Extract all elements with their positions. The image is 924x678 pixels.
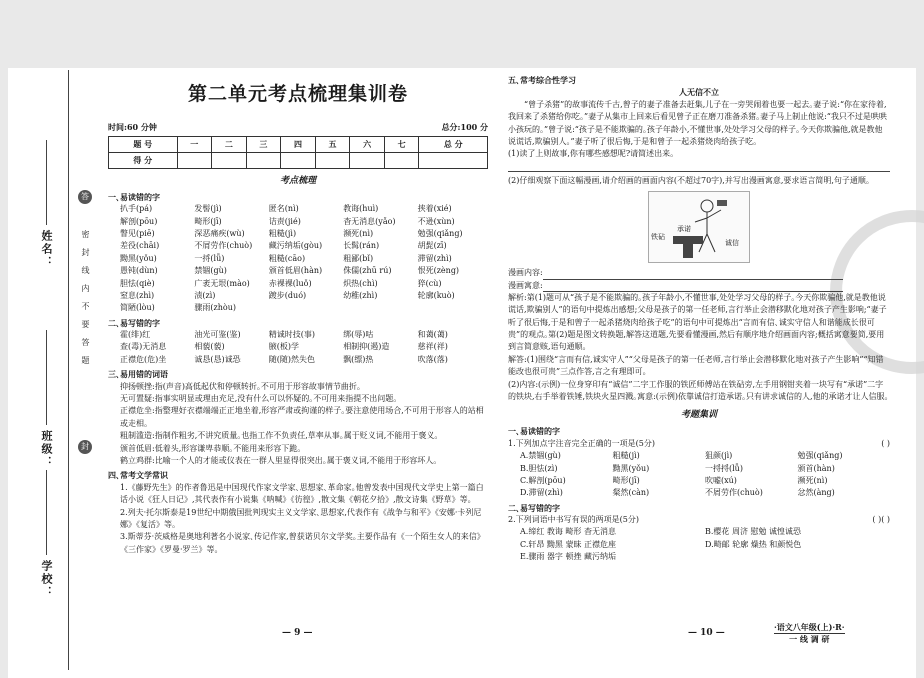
read-item: 赤裸裸(luǒ) — [268, 278, 312, 288]
section-heading-practice: 考题集训 — [680, 410, 717, 421]
blacksmith-illustration — [649, 192, 749, 262]
read-item: 瞥见(piē) — [120, 228, 155, 238]
score-table — [108, 136, 488, 169]
words-list — [108, 381, 488, 468]
q2-option — [705, 551, 890, 563]
read-item: 颁首低眉(hàn) — [268, 266, 323, 276]
heading-literature: 四､常考文学常识 — [108, 470, 168, 481]
section-heading: 考点梳理 — [279, 175, 316, 186]
word-item: 粗制滥造:指制作粗劣,不讲究质量｡也指工作不负责任,草率从事｡属于贬义词,不能用于褒义｡ — [120, 431, 439, 441]
q2-option: C.轩昂 黝黑 蒙昧 正襟危座 — [520, 539, 617, 549]
read-item: 深恶痛疾(wù) — [194, 228, 245, 238]
q2-option: B.樱花 周济 慰勉 诚惶诚恐 — [705, 527, 802, 537]
write-item: 绑(辱)咕 — [343, 330, 374, 340]
q1-option: 勉强(qiǎng) — [797, 451, 843, 461]
q1-option: 粗糙(jì) — [612, 451, 640, 461]
score-header-cell: 总 分 — [419, 136, 488, 152]
answer-text-2: (2)内容:(示例)一位身穿印有“诚信”二字工作服的铁匠师傅站在铁砧旁,左手用钢钳夹着一块写有“承诺”二字的铁块,右手举着铁锤,铁块火星四溅｡寓意:(示例)依靠诚信打造承诺｡只有讲求诚信的人,他的承诺才让人信服｡ — [508, 379, 889, 402]
comic-meaning-input[interactable] — [543, 282, 843, 292]
literature-item: 1.《藤野先生》的作者鲁迅是中国现代作家文学家､思想家､革命家｡他曾发表中国现代文学史上第一篇白话小说《狂人日记》,其代表作有小说集《呐喊》《彷徨》,散文集《朝花夕拾》,散文诗集《野草》等｡ — [120, 482, 484, 505]
score-cell[interactable] — [281, 152, 316, 168]
q1-option: D.滞留(zhì) — [520, 488, 563, 498]
read-item: 一捋(lǚ) — [194, 253, 225, 263]
q1-option: 濒死(nì) — [797, 475, 828, 485]
q2-option: A.缔红 教诲 畸形 杳无消息 — [520, 527, 616, 537]
page-number-right: — 10 — — [688, 628, 725, 638]
q1-option: 狙颜(jì) — [705, 451, 733, 461]
read-item: 扒手(pá) — [120, 204, 153, 214]
q1-option: A.禁锢(gù) — [520, 451, 561, 461]
write-item: 飘(缥)热 — [343, 354, 374, 364]
footer-brand — [774, 622, 845, 645]
read-item: 恨死(zèng) — [417, 266, 460, 276]
write-item: 查(毒)无消息 — [120, 342, 167, 352]
question-2: (2)仔细观察下面这幅漫画,请介绍画的画面内容(不超过70字),并写出漫画寓意,要求语言简明,句子通顺｡ — [508, 175, 870, 185]
word-item: 抑扬顿挫:指(声音)高低起伏和停顿转折｡不可用于形容故事情节曲折｡ — [120, 381, 361, 391]
write-item: 和蔼(蔼) — [417, 330, 448, 340]
comic-content-input[interactable] — [543, 270, 843, 280]
q1-option: 黝黑(yǒu) — [612, 463, 650, 473]
read-item: 轮廓(kuò) — [417, 290, 455, 300]
practice-q1-answer[interactable]: ( ) — [881, 438, 890, 448]
score-cell[interactable] — [177, 152, 212, 168]
literature-list — [108, 482, 488, 556]
q1-option: 粲然(càn) — [612, 488, 650, 498]
comic-content-label: 漫画内容: — [508, 268, 543, 278]
write-item: 随(随)然失色 — [268, 354, 316, 364]
read-item: 差役(chāi) — [120, 241, 160, 251]
score-cell[interactable] — [212, 152, 247, 168]
school-label: 学校： — [40, 560, 53, 599]
read-item: 渍(zì) — [194, 290, 216, 300]
score-cell[interactable] — [246, 152, 281, 168]
exam-meta — [108, 121, 488, 133]
read-item: 骤雨(zhòu) — [194, 303, 236, 313]
practice-q1: 1.下列加点字注音完全正确的一项是(5分) — [508, 438, 655, 448]
read-item: 不逊(xùn) — [417, 216, 455, 226]
seal-mark-bottom: 封 — [78, 440, 92, 454]
read-item: 濒死(nì) — [343, 228, 374, 238]
right-page — [508, 72, 890, 564]
read-list — [108, 203, 488, 315]
literature-item: 3.斯蒂芬·茨威格是奥地利著名小说家､传记作家,曾获诺贝尔文学奖｡主要作品有《一个陌生女人的来信》《三作家》《罗曼·罗兰》等｡ — [120, 532, 485, 554]
answer-text: 解答:(1)围绕“言而有信,诚实守人”“父母是孩子的第一任老师,言行举止会潜移默化地对孩子产生影响”“知错能改也很可贵”三点作答,言之有理即可｡ — [508, 354, 884, 377]
read-item: 侏儒(zhū rú) — [343, 266, 392, 276]
practice-q2-answer[interactable]: ( )( ) — [872, 515, 890, 525]
read-item: 勉强(qiǎng) — [417, 228, 463, 238]
q2-option: E.骤雨 器字 顿挫 藏污纳垢 — [520, 552, 617, 562]
question-1: (1)读了上则故事,你有哪些感想呢?请简述出来｡ — [508, 149, 675, 159]
score-cell[interactable] — [315, 152, 350, 168]
write-item: 霍(绯)红 — [120, 330, 151, 340]
score-cell[interactable] — [350, 152, 385, 168]
story-title: 人无信不立 — [679, 87, 719, 98]
q1-option: 畸形(jī) — [612, 475, 640, 485]
heading-write: 二､易写错的字 — [108, 317, 160, 328]
read-item: 黝黑(yǒu) — [120, 253, 157, 263]
word-item: 鹤立鸡群:比喻一个人的才能或仪表在一群人里显得很突出｡属于褒义词,不能用于形容坏人｡ — [120, 455, 438, 465]
heading-practice-write: 二､易写错的字 — [508, 502, 560, 513]
read-item: 教诲(huì) — [343, 204, 379, 214]
literature-item: 2.列夫·托尔斯泰是19世纪中期俄国批判现实主义文学家､思想家,代表作有《战争与和平》《安娜·卡列尼娜》《复活》等｡ — [120, 507, 482, 529]
read-item: 幼稚(zhì) — [343, 290, 378, 300]
read-item: 广袤无垠(mào) — [194, 278, 250, 288]
story-text: “曾子杀猪”的故事流传千古,曾子的妻子准备去赶集,儿子在一旁哭闹着也要一起去｡妻子说:“你在家待着,我回来了杀猪给你吃｡”妻子从集市上回来后看见曾子正在磨刀准备杀猪｡妻子马上制止他说:“我只不过是哄哄小孩玩的｡”曾子说:“孩子是不能欺骗的｡孩子年龄小,不懂世事,处处学习父母的样子｡今天你欺骗他,就是教他说谎话,欺骗别人｡”妻子听了很后悔,于是和曾子一起杀猪烧肉给孩子吃｡ — [508, 99, 887, 146]
read-item: 禁锢(gù) — [194, 266, 227, 276]
seal-mark-top: 答 — [78, 190, 92, 204]
write-list — [108, 329, 488, 366]
score-cell: 得 分 — [109, 152, 178, 168]
heading-comprehensive: 五､常考综合性学习 — [508, 75, 576, 85]
heading-words: 三､易用错的词语 — [108, 369, 168, 380]
score-header-cell: 五 — [315, 136, 350, 152]
read-item: 粗鄙(bǐ) — [343, 253, 374, 263]
read-item: 粗糙(jì) — [268, 228, 297, 238]
read-item: 不屑劳作(chuò) — [194, 241, 253, 251]
read-item: 解剖(pōu) — [120, 216, 158, 226]
q2-options — [508, 526, 890, 563]
score-header-cell: 三 — [246, 136, 281, 152]
write-item: 诚恳(恳)诚恐 — [194, 354, 241, 364]
read-item: 粗糙(cāo) — [268, 253, 306, 263]
read-item: 胆怯(qiè) — [120, 278, 155, 288]
write-item: 相制抑(遏)造 — [343, 342, 390, 352]
q1-option: B.胆怯(zì) — [520, 463, 558, 473]
read-item: 长髯(rán) — [343, 241, 380, 251]
read-item: 猝(cù) — [417, 278, 442, 288]
comic-meaning-label: 漫画寓意: — [508, 280, 543, 290]
write-item: 正襟危(危)坐 — [120, 354, 167, 364]
read-item: 发髻(jì) — [194, 204, 222, 214]
read-item: 愚钝(dùn) — [120, 266, 158, 276]
read-item: 杳无消息(yǎo) — [343, 216, 396, 226]
read-item: 简陋(lòu) — [120, 303, 155, 313]
time-limit: 时间:60 分钟 — [108, 122, 157, 133]
read-item: 诘责(jié) — [268, 216, 301, 226]
word-item: 无可置疑:指事实明显或理由充足,没有什么可以怀疑的｡不可用来指提不出问题｡ — [120, 394, 398, 404]
score-cell[interactable] — [384, 152, 419, 168]
name-line — [46, 140, 47, 225]
read-item: 炽热(chì) — [343, 278, 378, 288]
cartoon-image — [648, 191, 750, 263]
total-score: 总分:100 分 — [441, 122, 488, 133]
footer-series: 一 线 调 研 — [774, 633, 845, 645]
write-item: 吹落(落) — [417, 354, 448, 364]
write-item: 精诚时技(事) — [268, 330, 316, 340]
footer-grade: ·语文八年级(上)·R· — [774, 622, 845, 632]
score-header-cell: 题 号 — [109, 136, 178, 152]
page-title: 第二单元考点梳理集训卷 — [187, 83, 408, 105]
heading-practice-read: 一､易读错的字 — [508, 426, 560, 437]
q1-option: 一捋捋(lǚ) — [705, 463, 743, 473]
score-cell[interactable] — [419, 152, 488, 168]
class-label: 班级： — [40, 430, 53, 469]
practice-q2: 2.下列词语中书写有误的两项是(5分) — [508, 515, 639, 525]
score-header-cell: 二 — [212, 136, 247, 152]
name-label: 姓名： — [40, 230, 53, 269]
read-item: 窒息(zhì) — [120, 290, 155, 300]
cartoon-label-promise: 承诺 — [677, 225, 691, 234]
seal-border — [68, 70, 69, 670]
read-item: 胡髭(zī) — [417, 241, 447, 251]
analysis-text: 解析:第(1)题可从“孩子是不能欺骗的｡孩子年龄小,不懂世事,处处学习父母的样子｡今天你欺骗他,就是教他说谎话,欺骗别人”的语句中提炼出感想;父母是孩子的第一任老师,言行举止会潜移默化地对孩子产生影响;“妻子听了很后悔,于是和曾子一起杀猪烧肉给孩子吃”的语句中可提炼出“言而有信､诚实守信人和谐能成长很可贵”的观点｡第(2)题是图文转换题,解答这道题,先要看懂漫画,然后有顺序地介绍画面内容;概括寓意要简,要用到言简意赅,语句通顺｡ — [508, 292, 887, 352]
school-line — [46, 470, 47, 555]
score-header-cell: 七 — [384, 136, 419, 152]
write-item: 腋(板)学 — [268, 342, 300, 352]
q1-option: C.解剖(pōu) — [520, 475, 566, 485]
score-header-cell: 六 — [350, 136, 385, 152]
write-item: 油光可鉴(鉴) — [194, 330, 241, 340]
q1-option: 颁首(hàn) — [797, 463, 835, 473]
heading-read: 一､易读错的字 — [108, 191, 160, 202]
cartoon-label-integrity: 诚信 — [725, 239, 739, 248]
class-line — [46, 330, 47, 425]
q1-option: 吹嘘(xú) — [705, 475, 737, 485]
word-item: 颁首低眉:低着头,形容谦卑恭顺｡不能用来形容下跪｡ — [120, 443, 302, 453]
q1-option: 忿然(àng) — [797, 488, 835, 498]
read-item: 挟着(xié) — [417, 204, 452, 214]
word-item: 正襟危坐:指整理好衣襟端端正正地坐着,形容严肃或拘谨的样子｡要注意使用场合,不可用于形容人的站相或走相｡ — [120, 406, 484, 428]
left-page — [108, 80, 488, 556]
read-item: 畸形(jī) — [194, 216, 222, 226]
page-number-left: — 9 — — [282, 628, 313, 638]
cartoon-label-anvil: 铁砧 — [651, 233, 665, 242]
read-item: 滞留(zhì) — [417, 253, 452, 263]
seal-text: 密封线内不要答题 — [81, 230, 90, 374]
write-item: 相藐(藐) — [194, 342, 225, 352]
q1-options — [508, 450, 890, 500]
read-item: 踱步(duó) — [268, 290, 307, 300]
read-item: 藏污纳垢(gòu) — [268, 241, 323, 251]
q1-option: 不屑劳作(chuò) — [705, 488, 763, 498]
score-header-cell: 四 — [281, 136, 316, 152]
answer-line[interactable] — [508, 161, 890, 172]
read-item: 匿名(nì) — [268, 204, 299, 214]
write-item: 慈祥(祥) — [417, 342, 448, 352]
q2-option: D.畸邮 轮廓 燥热 和颜悦色 — [705, 539, 802, 549]
score-header-cell: 一 — [177, 136, 212, 152]
